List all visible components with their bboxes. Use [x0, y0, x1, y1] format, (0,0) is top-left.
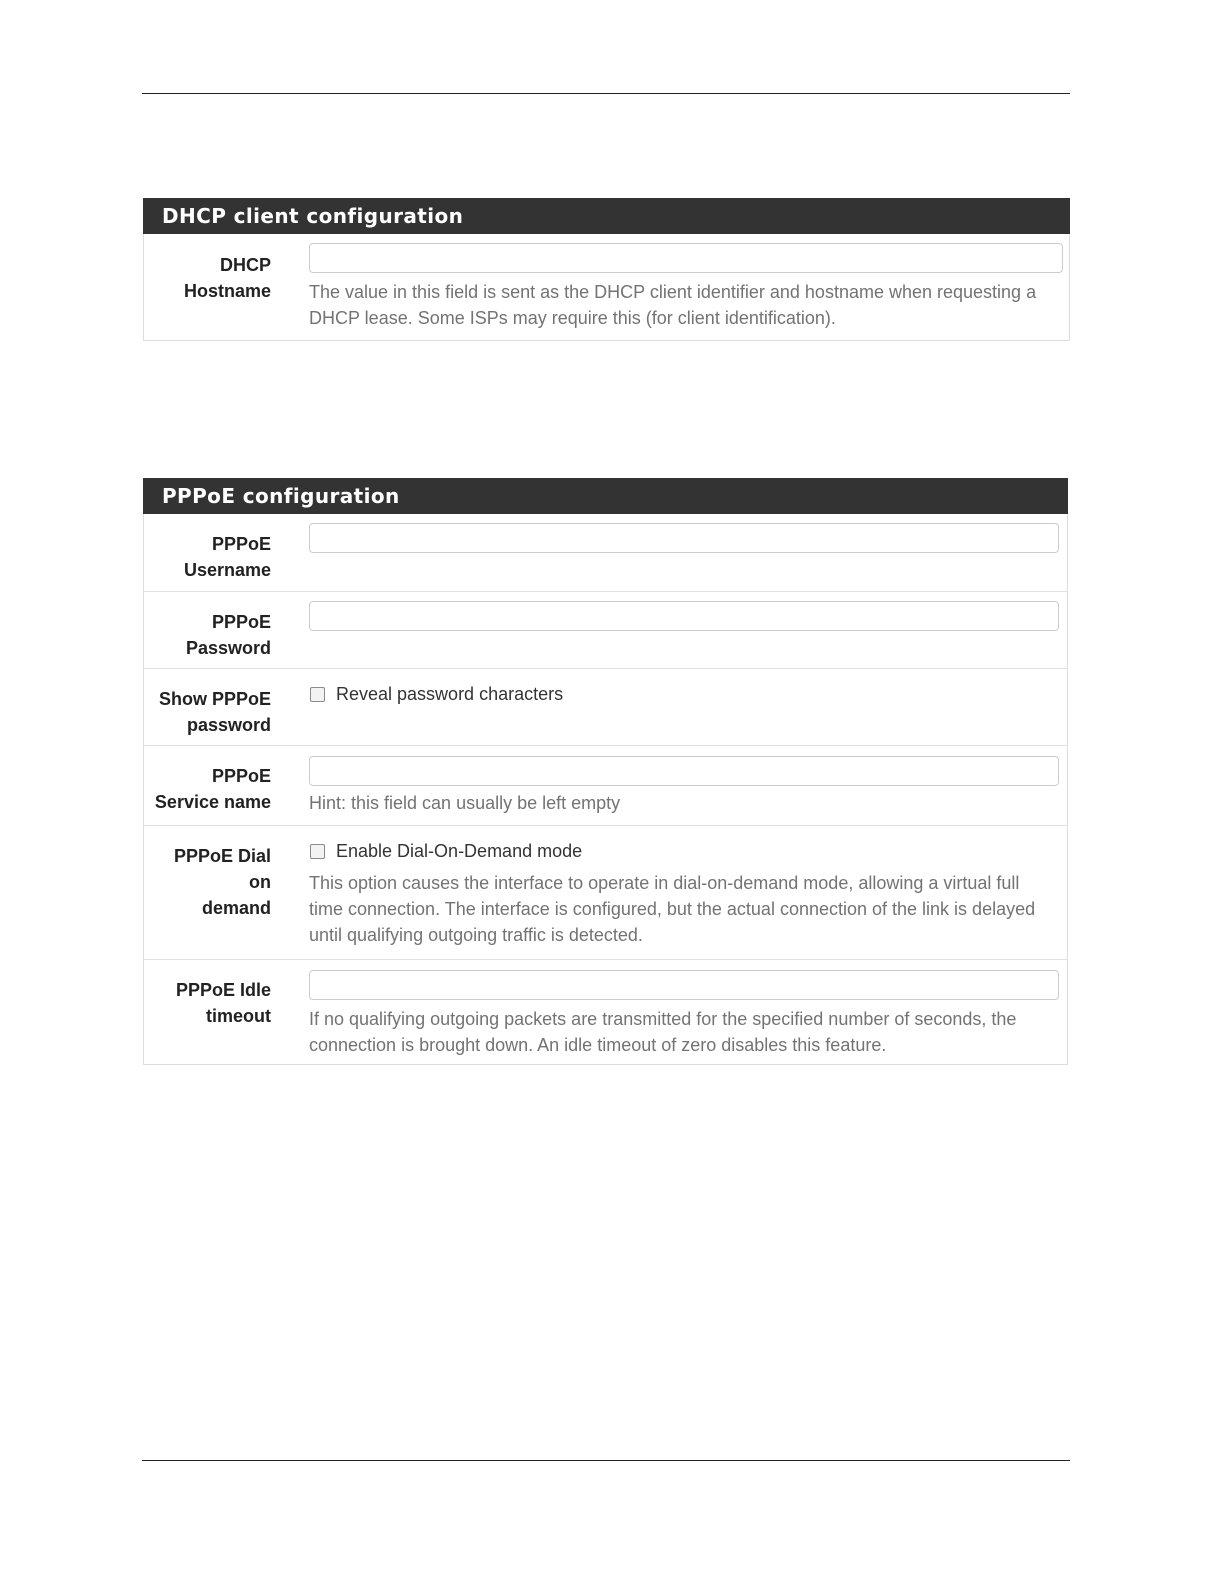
idle-timeout-input[interactable] — [309, 970, 1059, 1000]
dial-on-demand-row — [144, 825, 1067, 959]
show-password-row — [144, 668, 1067, 745]
dial-on-demand-help: This option causes the interface to operate in dial-on-demand mode, allowing a virtual full time connection. The interface is configured, but the actual connection of the link is delayed until qualifying outgoing traffic is detected. — [309, 873, 1036, 945]
idle-timeout-row — [144, 959, 1067, 1064]
pppoe-username-input[interactable] — [309, 523, 1059, 553]
reveal-password-checkbox[interactable] — [310, 687, 325, 702]
pppoe-panel — [143, 478, 1068, 1065]
dhcp-panel-body — [143, 234, 1070, 341]
show-password-control — [309, 681, 1059, 707]
dhcp-client-panel — [143, 198, 1070, 341]
pppoe-password-row — [144, 591, 1067, 668]
service-name-input[interactable] — [309, 756, 1059, 786]
dial-on-demand-label: PPPoE Dial on demand — [173, 846, 271, 918]
pppoe-username-row — [144, 514, 1067, 591]
page-top-rule — [142, 93, 1070, 94]
dhcp-hostname-label: DHCP Hostname — [183, 255, 271, 301]
service-name-label: PPPoE Service name — [154, 766, 271, 812]
page-bottom-rule — [142, 1460, 1070, 1461]
pppoe-password-label: PPPoE Password — [185, 612, 271, 658]
dial-on-demand-option[interactable] — [309, 838, 1045, 864]
dhcp-hostname-row — [144, 234, 1069, 340]
show-password-label: Show PPPoE password — [158, 689, 271, 735]
pppoe-panel-title: PPPoE configuration — [143, 478, 1068, 514]
idle-timeout-control — [309, 970, 1059, 1058]
dial-on-demand-control — [309, 838, 1045, 948]
dhcp-hostname-control — [309, 243, 1063, 331]
pppoe-panel-body — [143, 514, 1068, 1065]
pppoe-password-input[interactable] — [309, 601, 1059, 631]
idle-timeout-label: PPPoE Idle timeout — [175, 980, 271, 1026]
dhcp-hostname-help: The value in this field is sent as the DHCP client identifier and hostname when requesting a DHCP lease. Some ISPs may require this (for client identification). — [309, 282, 1037, 328]
pppoe-password-control — [309, 601, 1059, 631]
service-name-control — [309, 756, 1059, 816]
dhcp-hostname-input[interactable] — [309, 243, 1063, 273]
dhcp-panel-title: DHCP client configuration — [143, 198, 1070, 234]
dial-on-demand-checkbox[interactable] — [310, 844, 325, 859]
pppoe-username-label: PPPoE Username — [183, 534, 271, 580]
pppoe-username-control — [309, 523, 1059, 553]
service-name-row — [144, 745, 1067, 825]
service-name-help: Hint: this field can usually be left empty — [309, 793, 621, 813]
reveal-password-option[interactable] — [309, 681, 1059, 707]
idle-timeout-help: If no qualifying outgoing packets are transmitted for the specified number of seconds, the connection is brought down. An idle timeout of zero disables this feature. — [309, 1009, 1017, 1055]
reveal-password-text: Reveal password characters — [336, 684, 564, 704]
dial-on-demand-text: Enable Dial-On-Demand mode — [336, 841, 583, 861]
